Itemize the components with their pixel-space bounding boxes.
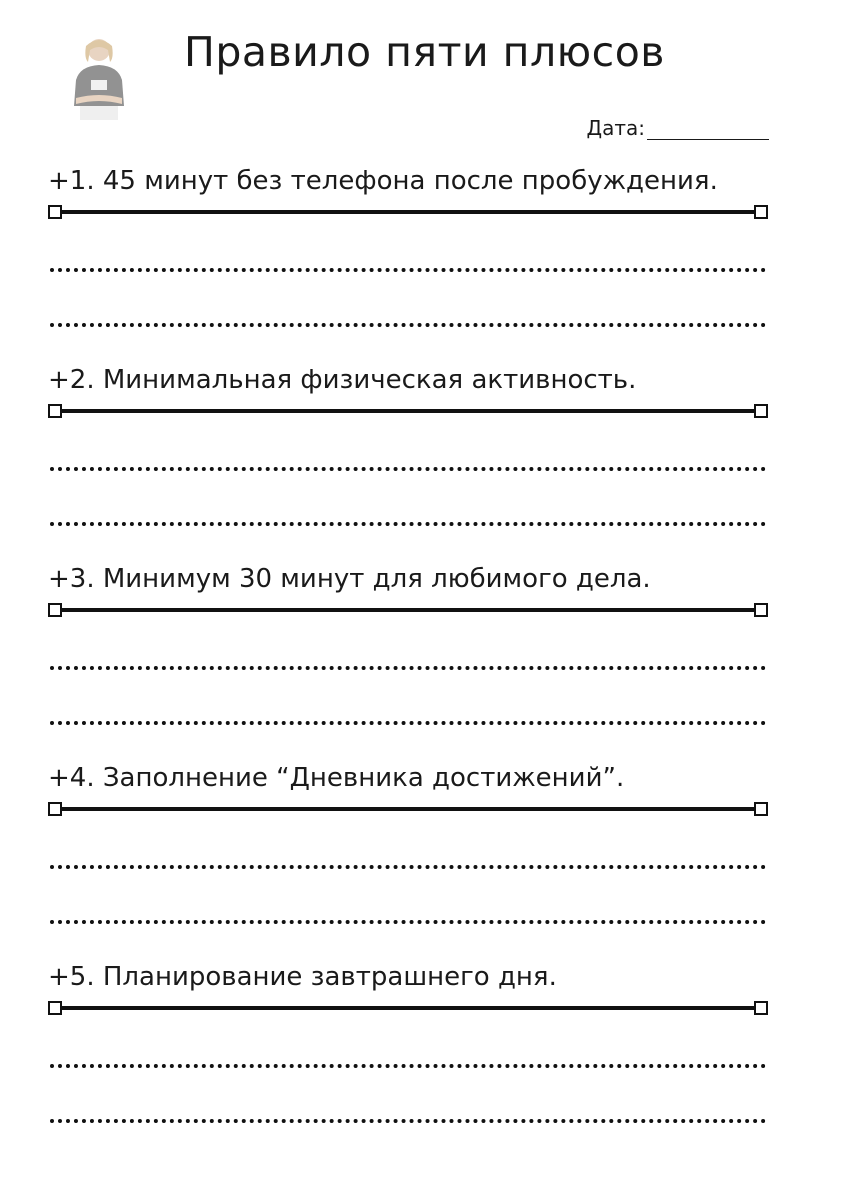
- writing-line[interactable]: [50, 323, 766, 327]
- task-5: [48, 960, 768, 1123]
- task-checkbox-bar[interactable]: [48, 204, 768, 220]
- page-title: Правило пяти плюсов: [184, 28, 665, 76]
- bar-left-checkbox[interactable]: [48, 603, 62, 617]
- bar-right-checkbox[interactable]: [754, 603, 768, 617]
- writing-line[interactable]: [50, 1064, 766, 1068]
- date-blank-line[interactable]: [647, 120, 769, 140]
- task-label: +1. 45 минут без телефона после пробуждения.: [48, 166, 718, 196]
- task-label: +2. Минимальная физическая активность.: [48, 365, 637, 395]
- writing-line[interactable]: [50, 721, 766, 725]
- task-label: +3. Минимум 30 минут для любимого дела.: [48, 564, 651, 594]
- bar-line: [56, 608, 760, 612]
- bar-right-checkbox[interactable]: [754, 404, 768, 418]
- writing-line[interactable]: [50, 467, 766, 471]
- task-3: [48, 562, 768, 725]
- task-2: [48, 363, 768, 526]
- bar-line: [56, 210, 760, 214]
- bar-right-checkbox[interactable]: [754, 205, 768, 219]
- writing-line[interactable]: [50, 666, 766, 670]
- bar-left-checkbox[interactable]: [48, 802, 62, 816]
- task-checkbox-bar[interactable]: [48, 602, 768, 618]
- bar-line: [56, 807, 760, 811]
- bar-line: [56, 1006, 760, 1010]
- writing-line[interactable]: [50, 1119, 766, 1123]
- task-1: [48, 164, 768, 327]
- bar-left-checkbox[interactable]: [48, 1001, 62, 1015]
- bar-left-checkbox[interactable]: [48, 404, 62, 418]
- bar-line: [56, 409, 760, 413]
- writing-line[interactable]: [50, 920, 766, 924]
- bar-right-checkbox[interactable]: [754, 802, 768, 816]
- writing-line[interactable]: [50, 865, 766, 869]
- bar-left-checkbox[interactable]: [48, 205, 62, 219]
- bar-right-checkbox[interactable]: [754, 1001, 768, 1015]
- task-4: [48, 761, 768, 924]
- writing-line[interactable]: [50, 268, 766, 272]
- task-checkbox-bar[interactable]: [48, 1000, 768, 1016]
- task-label: +5. Планирование завтрашнего дня.: [48, 962, 557, 992]
- task-checkbox-bar[interactable]: [48, 403, 768, 419]
- writing-line[interactable]: [50, 522, 766, 526]
- task-label: +4. Заполнение “Дневника достижений”.: [48, 763, 625, 793]
- date-field[interactable]: [586, 116, 769, 140]
- date-label: Дата:: [586, 116, 645, 140]
- task-checkbox-bar[interactable]: [48, 801, 768, 817]
